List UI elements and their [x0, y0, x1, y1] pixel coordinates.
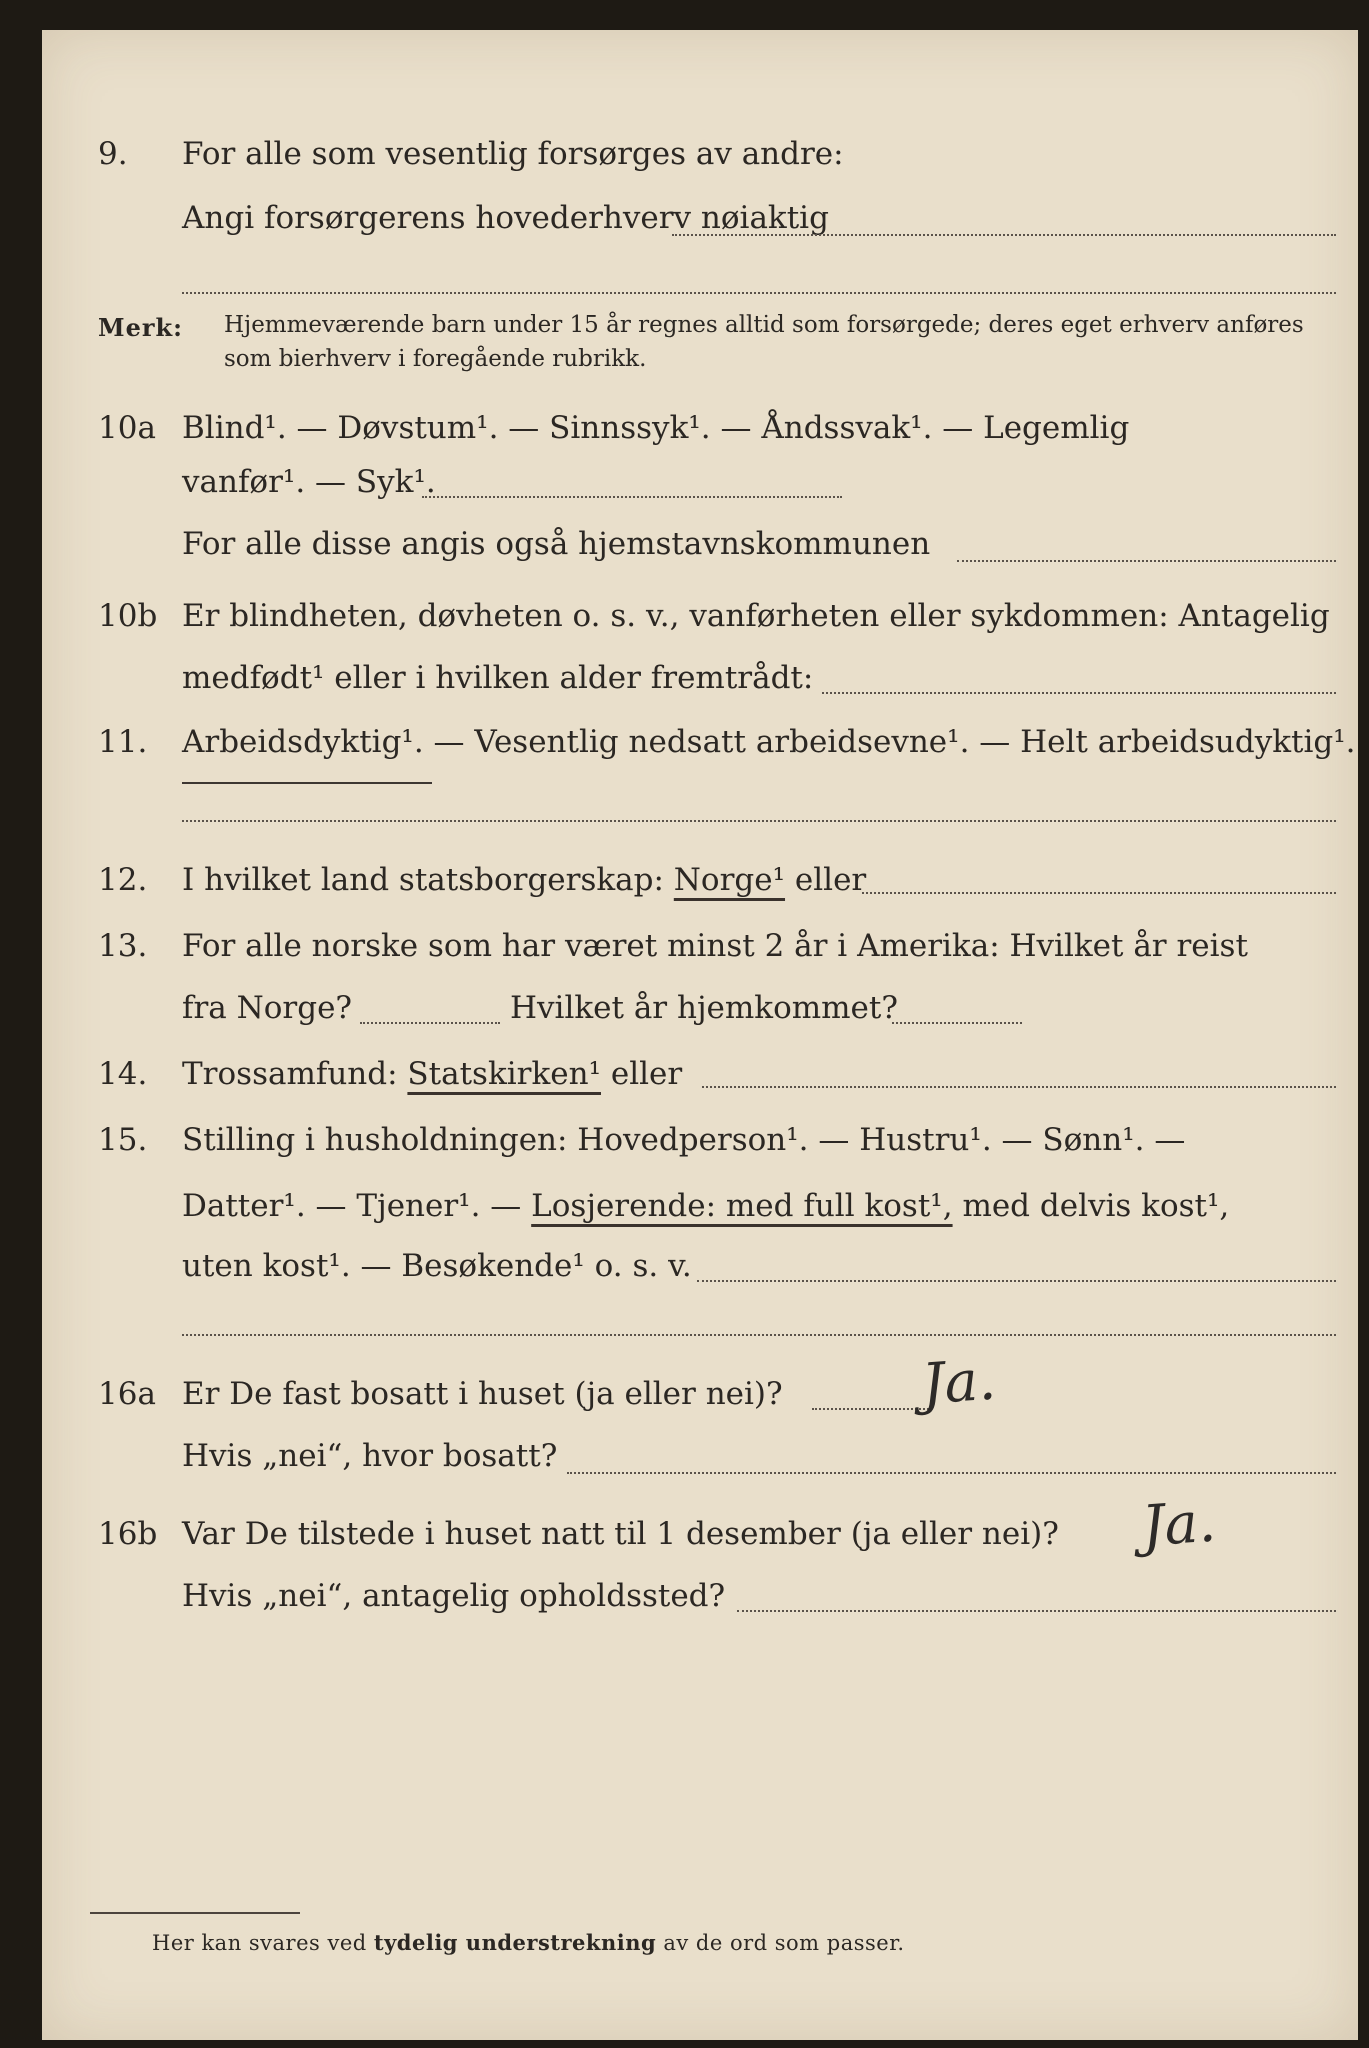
question-text: [182, 1186, 1229, 1226]
footnote: [152, 1930, 905, 1955]
handwritten-answer: Ja.: [1139, 1489, 1218, 1560]
selected-option[interactable]: Losjerende: med full kost¹,: [531, 1188, 953, 1224]
question-text: For alle som vesentlig forsørges av andre:: [182, 136, 844, 172]
question-text: [182, 1054, 682, 1094]
question-number: 16b: [98, 1516, 158, 1552]
question-number: 13.: [98, 928, 148, 964]
question-text: Arbeidsdyktig¹. — Vesentlig nedsatt arbeidsevne¹. — Helt arbeidsudyktig¹.: [182, 724, 1356, 760]
footnote-text: av de ord som passer.: [663, 1931, 905, 1955]
question-text-pre: Trossamfund:: [182, 1056, 398, 1092]
question-text: Er De fast bosatt i huset (ja eller nei)?: [182, 1376, 783, 1412]
question-text: [182, 860, 866, 900]
question-number: 10b: [98, 598, 158, 634]
question-text: Hvilket år hjemkommet?: [510, 990, 898, 1026]
question-text: Blind¹. — Døvstum¹. — Sinnssyk¹. — Åndssvak¹. — Legemlig: [182, 410, 1130, 446]
handwritten-answer: Ja.: [919, 1347, 998, 1418]
question-number: 15.: [98, 1122, 148, 1158]
answer-line[interactable]: [862, 892, 1336, 894]
note-text: Hjemmeværende barn under 15 år regnes alltid som forsørgede; deres eget erhverv anføres som bierhverv i foregående rubrikk.: [224, 312, 1304, 372]
form-page: [42, 30, 1358, 2040]
footnote-rule: [90, 1912, 300, 1914]
answer-line[interactable]: [422, 496, 842, 498]
answer-line[interactable]: [567, 1472, 1336, 1474]
question-number: 12.: [98, 862, 148, 898]
question-number: 16a: [98, 1376, 156, 1412]
answer-line[interactable]: [672, 234, 1336, 236]
question-text-post: eller: [794, 862, 867, 898]
answer-line[interactable]: [892, 1022, 1022, 1024]
question-number: 9.: [98, 136, 128, 172]
question-text-post: eller: [610, 1056, 683, 1092]
answer-line[interactable]: [182, 820, 1336, 822]
question-text: medfødt¹ eller i hvilken alder fremtrådt:: [182, 660, 814, 696]
answer-line[interactable]: [702, 1086, 1336, 1088]
answer-line[interactable]: [697, 1280, 1336, 1282]
answer-line[interactable]: [822, 692, 1336, 694]
question-text: Er blindheten, døvheten o. s. v., vanførheten eller sykdommen: Antagelig: [182, 598, 1330, 634]
question-number: 10a: [98, 410, 156, 446]
note-label: Merk:: [98, 313, 183, 342]
question-text: vanfør¹. — Syk¹.: [182, 464, 436, 500]
question-text: Var De tilstede i huset natt til 1 desember (ja eller nei)?: [182, 1516, 1059, 1552]
selected-option[interactable]: Norge¹: [673, 862, 786, 898]
question-text: fra Norge?: [182, 990, 353, 1026]
answer-line[interactable]: [812, 1408, 932, 1410]
question-text: Stilling i husholdningen: Hovedperson¹. — Hustru¹. — Sønn¹. —: [182, 1122, 1186, 1158]
answer-line[interactable]: [182, 1334, 1336, 1336]
answer-line[interactable]: [737, 1610, 1336, 1612]
question-text: Angi forsørgerens hovederhverv nøiaktig: [182, 200, 829, 236]
handwritten-underline: [182, 782, 432, 784]
selected-option[interactable]: Statskirken¹: [407, 1056, 601, 1092]
footnote-text: Her kan svares ved: [152, 1931, 367, 1955]
question-text: For alle disse angis også hjemstavnskommunen: [182, 526, 931, 562]
question-number: 14.: [98, 1056, 148, 1092]
question-text: Hvis „nei“, antagelig opholdssted?: [182, 1578, 726, 1614]
answer-line[interactable]: [182, 292, 1336, 294]
answer-line[interactable]: [360, 1022, 500, 1024]
question-text: uten kost¹. — Besøkende¹ o. s. v.: [182, 1248, 692, 1284]
question-text: For alle norske som har været minst 2 år i Amerika: Hvilket år reist: [182, 928, 1248, 964]
question-number: 11.: [98, 724, 148, 760]
question-text-pre: I hvilket land statsborgerskap:: [182, 862, 664, 898]
footnote-emphasis: tydelig understrekning: [373, 1930, 657, 1955]
answer-line[interactable]: [957, 560, 1336, 562]
question-text-pre: Datter¹. — Tjener¹. —: [182, 1188, 522, 1224]
question-text: Hvis „nei“, hvor bosatt?: [182, 1438, 558, 1474]
question-text-post: med delvis kost¹,: [962, 1188, 1230, 1224]
